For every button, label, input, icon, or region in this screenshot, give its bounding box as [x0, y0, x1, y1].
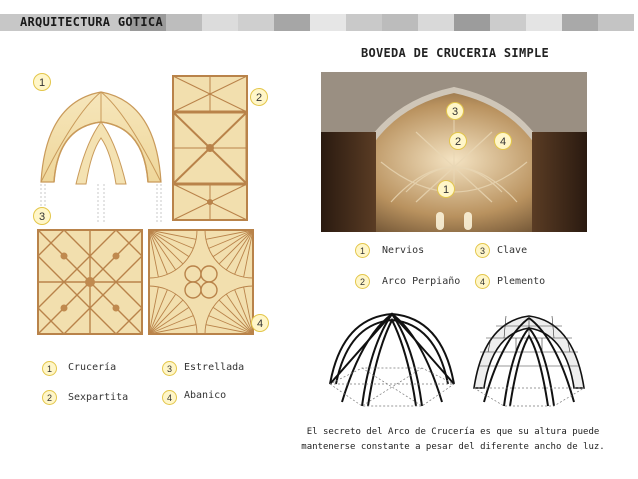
marker-4: 4 — [251, 314, 269, 332]
header-stripe-segment — [310, 14, 346, 31]
header-stripe-segment — [274, 14, 310, 31]
right-legend-num-2: 2 — [355, 274, 370, 289]
header-stripe-segment — [562, 14, 598, 31]
header-stripe-segment — [526, 14, 562, 31]
rib-vault-with-webbing-drawing — [466, 308, 592, 412]
header-stripe-segment — [382, 14, 418, 31]
header-stripe-segment — [346, 14, 382, 31]
header-stripe-segment — [166, 14, 202, 31]
right-legend-label-plemento: Plemento — [497, 276, 546, 287]
right-legend-label-clave: Clave — [497, 245, 528, 256]
vault-interior-photo — [321, 72, 587, 232]
right-legend-label-nervios: Nervios — [382, 245, 425, 256]
caption-line-2: mantenerse constante a pesar del diferente ancho de luz. — [301, 442, 605, 452]
section-title: BOVEDA DE CRUCERIA SIMPLE — [360, 46, 550, 60]
abanico-plan-illustration — [148, 229, 254, 335]
legend-label-abanico: Abanico — [184, 390, 227, 401]
legend-num-4: 4 — [162, 390, 177, 405]
marker-3: 3 — [33, 207, 51, 225]
estrellada-plan-illustration — [37, 229, 143, 335]
caption — [298, 425, 608, 455]
photo-marker-2: 2 — [449, 132, 467, 150]
legend-label-cruceria: Crucería — [68, 362, 117, 373]
marker-2: 2 — [250, 88, 268, 106]
document-title: ARQUITECTURA GOTICA — [20, 15, 163, 29]
marker-1: 1 — [33, 73, 51, 91]
header-stripe-segment — [238, 14, 274, 31]
header-stripe-segment — [454, 14, 490, 31]
header-stripe-segment — [490, 14, 526, 31]
legend-num-2: 2 — [42, 390, 57, 405]
right-legend-num-4: 4 — [475, 274, 490, 289]
header-stripe-segment — [418, 14, 454, 31]
photo-marker-1: 1 — [437, 180, 455, 198]
rib-vault-skeleton-drawing — [322, 306, 462, 414]
legend-label-estrellada: Estrellada — [184, 362, 245, 373]
legend-num-1: 1 — [42, 361, 57, 376]
legend-num-3: 3 — [162, 361, 177, 376]
right-legend-label-arco-perpiano: Arco Perpiaño — [382, 276, 461, 287]
photo-marker-4: 4 — [494, 132, 512, 150]
right-legend-num-1: 1 — [355, 243, 370, 258]
sexpartita-plan-illustration — [172, 75, 248, 221]
header-stripe-segment — [202, 14, 238, 31]
caption-line-1: El secreto del Arco de Crucería es que su altura puede — [306, 427, 600, 437]
cruceria-vault-illustration — [36, 72, 166, 222]
right-legend-num-3: 3 — [475, 243, 490, 258]
legend-label-sexpartita: Sexpartita — [68, 392, 129, 403]
header-bar — [0, 0, 638, 33]
photo-marker-3: 3 — [446, 102, 464, 120]
header-stripe-segment — [598, 14, 634, 31]
